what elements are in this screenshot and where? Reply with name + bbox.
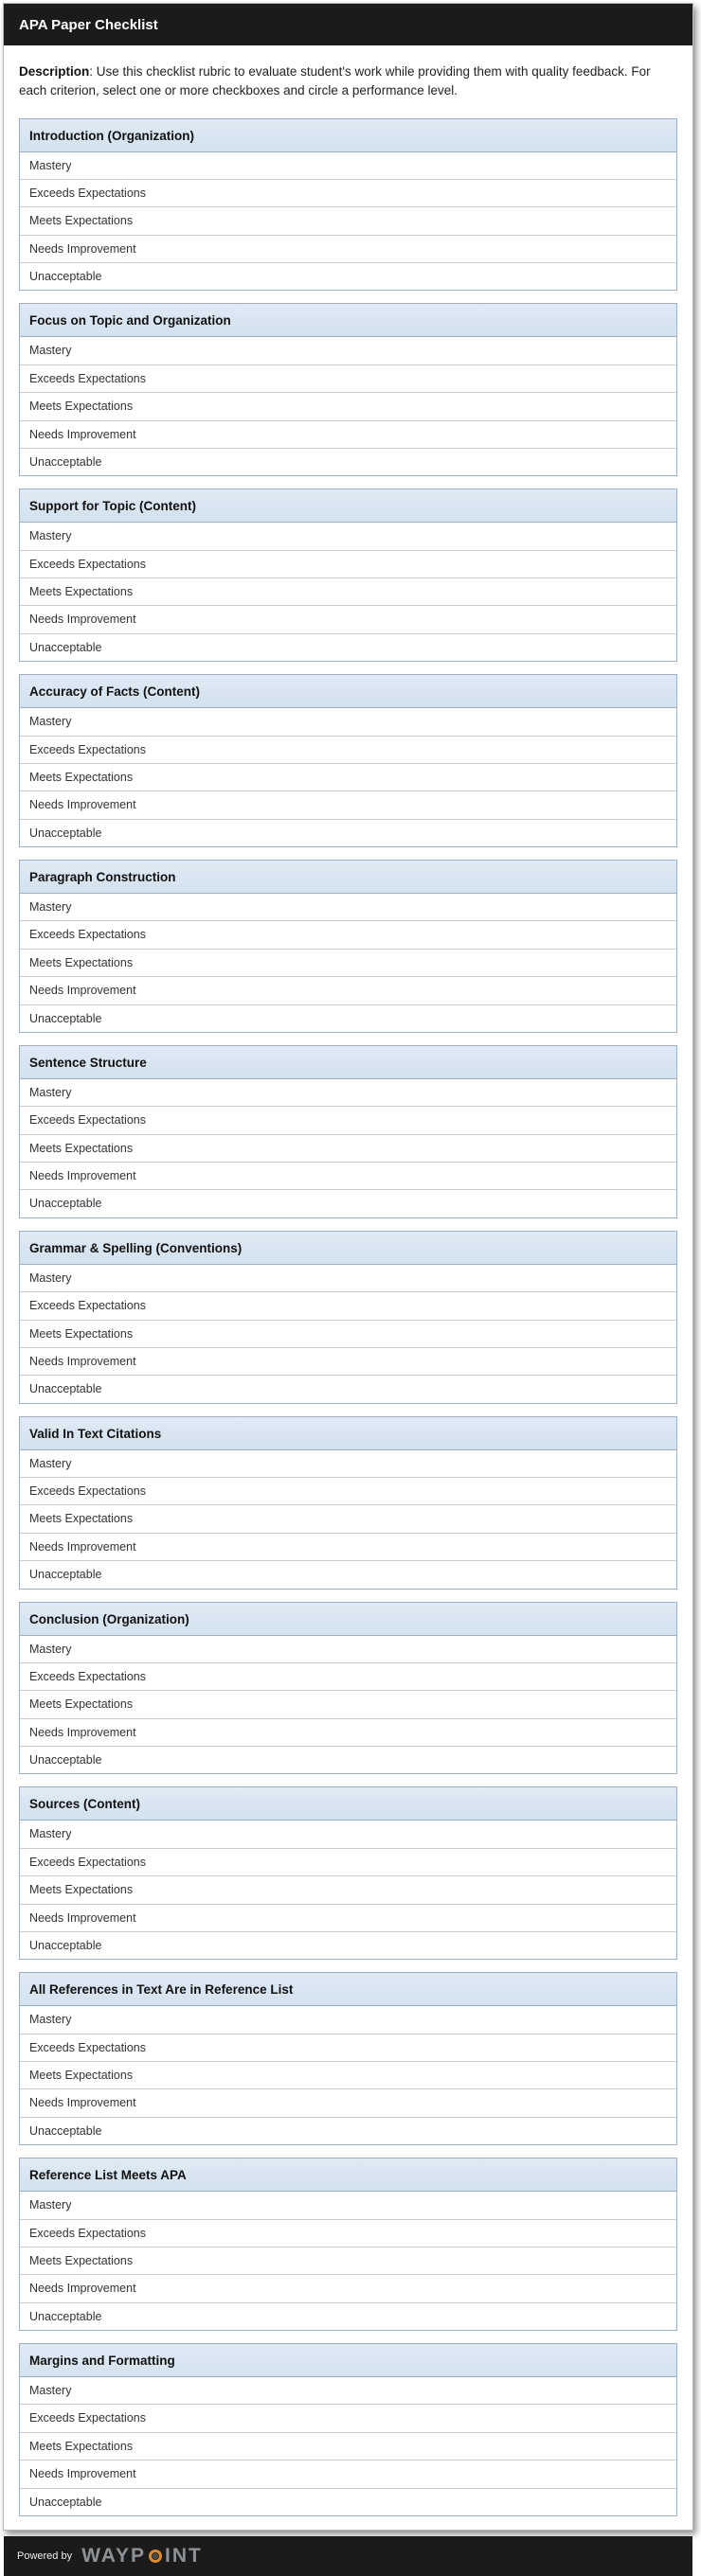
criterion-title: Paragraph Construction [20,861,676,894]
level-row[interactable] [20,1376,676,1402]
level-label: Needs Improvement [29,427,136,441]
level-label: Meets Expectations [29,770,134,784]
level-label: Mastery [29,1456,72,1470]
level-label: Meets Expectations [29,585,134,598]
level-label: Unacceptable [29,1568,102,1582]
criterion-title: Sources (Content) [20,1787,676,1821]
level-row[interactable] [20,1691,676,1718]
level-label: Needs Improvement [29,2282,136,2296]
criterion-title: Margins and Formatting [20,2344,676,2377]
level-label: Mastery [29,2013,72,2027]
criterion-title: Support for Topic (Content) [20,489,676,523]
level-label: Needs Improvement [29,2096,136,2110]
criterion-section [19,1602,677,1775]
criterion-section [19,674,677,847]
level-row[interactable] [20,1505,676,1533]
level-row[interactable] [20,2006,676,2034]
criterion-title: Valid In Text Citations [20,1417,676,1450]
level-label: Meets Expectations [29,955,134,969]
level-row[interactable] [20,2275,676,2302]
level-row[interactable] [20,1265,676,1292]
powered-by-label: Powered by [17,2549,73,2562]
level-label: Needs Improvement [29,1354,136,1368]
level-label: Exceeds Expectations [29,742,146,756]
criterion-section [19,860,677,1033]
criterion-section [19,489,677,662]
level-row[interactable] [20,365,676,393]
level-row[interactable] [20,1292,676,1320]
level-row[interactable] [20,207,676,235]
criterion-title: Accuracy of Facts (Content) [20,675,676,708]
level-label: Meets Expectations [29,1141,134,1155]
level-label: Mastery [29,158,72,172]
criterion-section [19,2343,677,2516]
level-row[interactable] [20,820,676,846]
level-label: Meets Expectations [29,1512,134,1526]
level-label: Unacceptable [29,826,102,840]
level-label: Needs Improvement [29,613,136,627]
criterion-section [19,1972,677,2145]
level-label: Mastery [29,1085,72,1099]
criterion-section [19,1045,677,1218]
level-row[interactable] [20,2089,676,2117]
criterion-section [19,1786,677,1960]
criterion-rows [20,1265,676,1403]
level-label: Needs Improvement [29,1169,136,1182]
criterion-title: Reference List Meets APA [20,2159,676,2192]
level-row[interactable] [20,894,676,921]
level-label: Exceeds Expectations [29,371,146,385]
level-label: Mastery [29,344,72,358]
criterion-title: Sentence Structure [20,1046,676,1079]
level-label: Unacceptable [29,1938,102,1952]
level-row[interactable] [20,236,676,263]
criterion-title: Conclusion (Organization) [20,1603,676,1636]
criterion-rows [20,1450,676,1589]
level-row[interactable] [20,152,676,180]
level-label: Unacceptable [29,2495,102,2509]
level-row[interactable] [20,1135,676,1163]
waypoint-target-icon [149,2549,162,2563]
level-label: Mastery [29,1642,72,1656]
level-row[interactable] [20,449,676,475]
criterion-rows [20,894,676,1032]
content [4,45,692,2536]
level-row[interactable] [20,2489,676,2515]
level-row[interactable] [20,1561,676,1588]
level-label: Mastery [29,1270,72,1285]
level-row[interactable] [20,2303,676,2330]
level-row[interactable] [20,1636,676,1663]
level-row[interactable] [20,1005,676,1032]
level-row[interactable] [20,1107,676,1134]
level-row[interactable] [20,180,676,207]
level-row[interactable] [20,708,676,736]
criterion-rows [20,1821,676,1959]
level-row[interactable] [20,1450,676,1478]
level-row[interactable] [20,2118,676,2144]
level-label: Unacceptable [29,1197,102,1211]
description-text: : Use this checklist rubric to evaluate student's work while providing them with quality feedback. For each criterion, select one or more checkboxes and circle a performance level. [19,64,651,98]
level-label: Exceeds Expectations [29,2040,146,2054]
level-row[interactable] [20,950,676,977]
level-row[interactable] [20,977,676,1004]
level-row[interactable] [20,606,676,633]
criterion-rows [20,1079,676,1217]
criterion-rows [20,2377,676,2515]
criterion-section [19,1416,677,1590]
level-label: Needs Improvement [29,984,136,998]
level-row[interactable] [20,1747,676,1773]
page [3,3,693,2567]
level-label: Exceeds Expectations [29,1113,146,1128]
level-row[interactable] [20,1534,676,1561]
level-row[interactable] [20,1163,676,1190]
level-row[interactable] [20,2247,676,2275]
level-row[interactable] [20,421,676,449]
level-row[interactable] [20,551,676,578]
level-label: Meets Expectations [29,2439,134,2453]
level-label: Unacceptable [29,270,102,283]
level-label: Unacceptable [29,454,102,469]
level-row[interactable] [20,1321,676,1348]
criterion-title: Grammar & Spelling (Conventions) [20,1232,676,1265]
titlebar [4,4,692,45]
level-row[interactable] [20,1079,676,1107]
level-label: Exceeds Expectations [29,557,146,571]
level-row[interactable] [20,263,676,290]
level-row[interactable] [20,1849,676,1876]
criterion-rows [20,152,676,291]
waypoint-logo [81,2545,203,2567]
level-label: Meets Expectations [29,400,134,414]
page-title: APA Paper Checklist [19,17,158,33]
level-row[interactable] [20,1932,676,1959]
description [19,62,677,101]
level-label: Needs Improvement [29,1725,136,1739]
level-label: Needs Improvement [29,1539,136,1554]
level-row[interactable] [20,578,676,606]
level-label: Needs Improvement [29,241,136,256]
level-row[interactable] [20,1190,676,1217]
level-label: Needs Improvement [29,1910,136,1925]
criterion-rows [20,1636,676,1774]
criterion-section [19,2158,677,2331]
level-label: Meets Expectations [29,1883,134,1897]
description-label: Description [19,64,90,79]
level-label: Unacceptable [29,2309,102,2323]
level-row[interactable] [20,921,676,949]
criterion-title: All References in Text Are in Reference List [20,1973,676,2006]
footer [4,2536,692,2576]
level-row[interactable] [20,1821,676,1848]
criterion-rows [20,337,676,475]
level-row[interactable] [20,2461,676,2488]
criterion-rows [20,2006,676,2144]
criterion-rows [20,523,676,661]
level-label: Mastery [29,529,72,543]
level-label: Unacceptable [29,1382,102,1396]
criterion-rows [20,2192,676,2330]
level-label: Exceeds Expectations [29,1484,146,1498]
level-row[interactable] [20,1348,676,1376]
level-label: Unacceptable [29,1753,102,1767]
criterion-rows [20,708,676,846]
level-row[interactable] [20,791,676,819]
level-label: Unacceptable [29,1011,102,1025]
level-row[interactable] [20,2377,676,2405]
level-label: Mastery [29,900,72,914]
level-label: Unacceptable [29,2123,102,2138]
criterion-title: Focus on Topic and Organization [20,304,676,337]
level-label: Exceeds Expectations [29,186,146,200]
level-label: Exceeds Expectations [29,928,146,942]
level-row[interactable] [20,1663,676,1691]
level-row[interactable] [20,2192,676,2219]
level-label: Needs Improvement [29,798,136,812]
level-row[interactable] [20,737,676,764]
level-row[interactable] [20,2220,676,2247]
level-row[interactable] [20,634,676,661]
level-row[interactable] [20,2034,676,2062]
level-label: Exceeds Expectations [29,2411,146,2425]
level-label: Meets Expectations [29,2069,134,2082]
level-label: Meets Expectations [29,214,134,228]
brand-prefix: WAYP [81,2544,147,2567]
level-row[interactable] [20,764,676,791]
sections [19,118,677,2516]
level-label: Exceeds Expectations [29,2226,146,2240]
level-row[interactable] [20,2433,676,2461]
level-label: Mastery [29,2384,72,2397]
level-label: Unacceptable [29,640,102,654]
level-label: Needs Improvement [29,2467,136,2481]
level-label: Meets Expectations [29,1697,134,1712]
level-row[interactable] [20,393,676,420]
level-row[interactable] [20,1905,676,1932]
level-label: Meets Expectations [29,2253,134,2267]
level-label: Mastery [29,1827,72,1841]
level-row[interactable] [20,2405,676,2432]
criterion-section [19,1231,677,1404]
level-row[interactable] [20,337,676,364]
criterion-section [19,118,677,292]
brand-suffix: INT [165,2544,203,2567]
level-label: Meets Expectations [29,1326,134,1341]
criterion-title: Introduction (Organization) [20,119,676,152]
criterion-section [19,303,677,476]
level-label: Mastery [29,2198,72,2212]
level-label: Exceeds Expectations [29,1669,146,1683]
level-row[interactable] [20,1876,676,1904]
level-row[interactable] [20,2062,676,2089]
level-row[interactable] [20,1719,676,1747]
level-label: Mastery [29,715,72,729]
level-row[interactable] [20,1478,676,1505]
level-row[interactable] [20,523,676,550]
level-label: Exceeds Expectations [29,1299,146,1313]
level-label: Exceeds Expectations [29,1855,146,1869]
